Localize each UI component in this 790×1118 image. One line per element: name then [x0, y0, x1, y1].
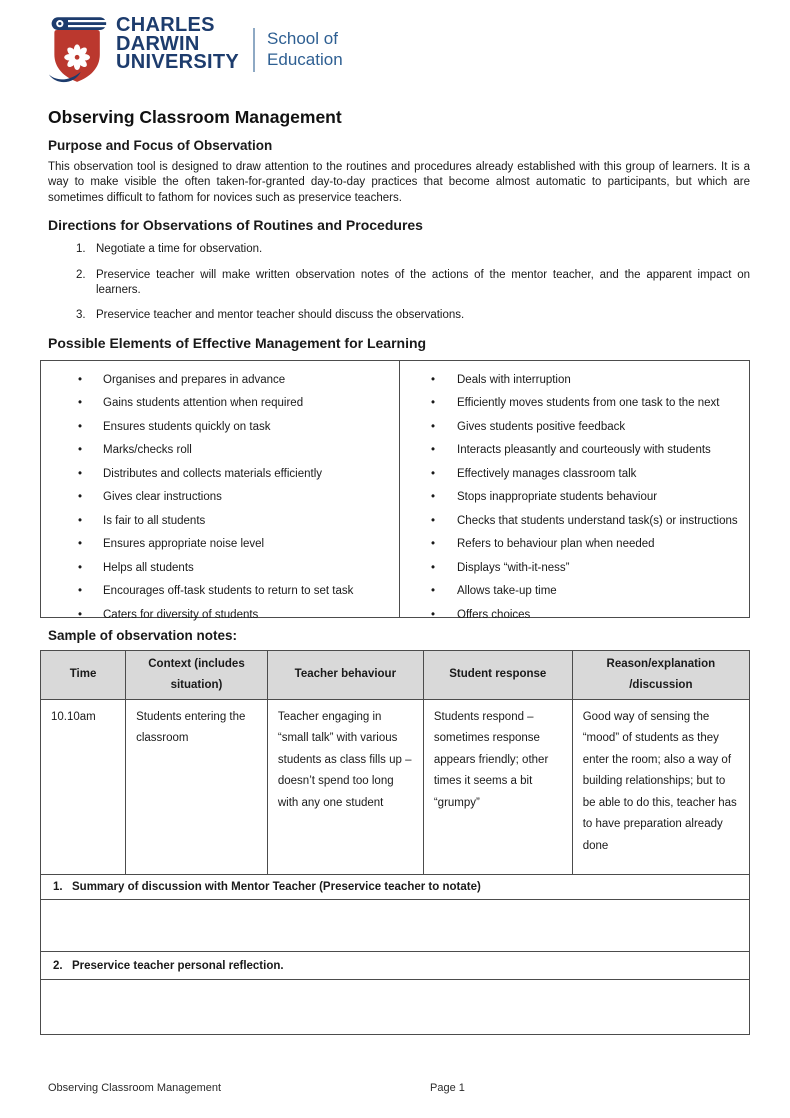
element-item: • Ensures appropriate noise level — [41, 537, 399, 551]
direction-text: Preservice teacher will make written observation notes of the actions of the mentor teacher, and the apparent impact on learners. — [96, 268, 750, 297]
element-item: • Interacts pleasantly and courteously with students — [400, 443, 749, 457]
footer-title: Observing Classroom Management — [48, 1082, 222, 1094]
element-item: • Marks/checks roll — [41, 443, 399, 457]
element-item: • Organises and prepares in advance — [41, 373, 399, 387]
element-item: • Efficiently moves students from one task to the next — [400, 396, 749, 410]
cell-time: 10.10am — [41, 699, 126, 874]
university-name-line: UNIVERSITY — [116, 51, 240, 73]
column-header-context — [126, 650, 268, 699]
cdu-shield-icon — [48, 14, 108, 86]
direction-text: Negotiate a time for observation. — [96, 243, 263, 256]
cdu-logo — [48, 14, 750, 86]
summary-input-area[interactable] — [40, 899, 750, 952]
direction-number: 3. — [76, 309, 86, 322]
elements-list-left — [41, 373, 399, 622]
element-item: • Refers to behaviour plan when needed — [400, 537, 749, 551]
element-item: • Caters for diversity of students — [41, 608, 399, 622]
element-item: • Encourages off-task students to return to set task — [41, 584, 399, 598]
university-name-line: CHARLES — [116, 14, 215, 36]
element-item: • Displays “with-it-ness” — [400, 561, 749, 575]
cell-teacher-behaviour: Teacher engaging in “small talk” with various students as class fills up – doesn’t spend too long with any one student — [267, 699, 423, 874]
section-number: 1. — [53, 880, 63, 893]
element-item: • Allows take-up time — [400, 584, 749, 598]
column-header-line: /discussion — [629, 678, 693, 691]
element-item: • Checks that students understand task(s) or instructions — [400, 514, 749, 528]
direction-item — [76, 268, 750, 299]
element-item: • Ensures students quickly on task — [41, 420, 399, 434]
logo-divider — [253, 28, 255, 72]
column-header-line: Reason/explanation — [606, 657, 716, 670]
elements-column-right — [399, 361, 749, 621]
section-label: Preservice teacher personal reflection. — [72, 959, 284, 972]
university-name-line: DARWIN — [116, 32, 200, 55]
reflection-input-area[interactable] — [40, 979, 750, 1035]
summary-section-heading — [40, 874, 750, 900]
element-item: • Gives students positive feedback — [400, 420, 749, 434]
purpose-body: This observation tool is designed to draw attention to the routines and procedures already established with this group of learners. It is a way to make visible the often taken-for-granted day-to-day practices that become almost automatic to participants, but which are sometimes difficult to fathom for novices such as preservice teachers. — [48, 161, 750, 204]
section-label: Summary of discussion with Mentor Teacher (Preservice teacher to notate) — [72, 880, 481, 893]
school-name — [267, 14, 343, 70]
column-header-reason — [572, 650, 749, 699]
section-number: 2. — [53, 959, 63, 972]
element-item: • Offers choices — [400, 608, 749, 622]
directions-list — [48, 242, 750, 324]
sample-heading: Sample of observation notes: — [48, 627, 238, 643]
column-header-line: Context (includes — [148, 657, 245, 670]
elements-column-left — [41, 361, 399, 621]
element-item: • Is fair to all students — [41, 514, 399, 528]
page-title: Observing Classroom Management — [48, 107, 342, 127]
direction-item — [76, 242, 750, 257]
cell-student-response: Students respond – sometimes response appears friendly; other times it seems a bit “grumpy” — [423, 699, 572, 874]
directions-heading: Directions for Observations of Routines and Procedures — [48, 217, 423, 234]
element-item: • Stops inappropriate students behaviour — [400, 490, 749, 504]
direction-number: 1. — [76, 243, 86, 256]
element-item: • Distributes and collects materials efficiently — [41, 467, 399, 481]
column-header-line: situation) — [170, 678, 223, 691]
purpose-heading: Purpose and Focus of Observation — [48, 138, 273, 153]
observation-table — [40, 650, 750, 875]
direction-text: Preservice teacher and mentor teacher should discuss the observations. — [96, 309, 465, 322]
school-name-line: School of — [267, 29, 338, 48]
table-header-row — [41, 650, 750, 699]
column-header-teacher-behaviour: Teacher behaviour — [267, 650, 423, 699]
footer-page-number: Page 1 — [430, 1082, 465, 1094]
element-item: • Gains students attention when required — [41, 396, 399, 410]
table-row — [41, 699, 750, 874]
elements-heading: Possible Elements of Effective Management for Learning — [48, 334, 427, 351]
element-item: • Deals with interruption — [400, 373, 749, 387]
element-item: • Helps all students — [41, 561, 399, 575]
elements-list-right — [400, 373, 749, 622]
direction-number: 2. — [76, 268, 86, 281]
university-name — [116, 14, 239, 72]
element-item: • Gives clear instructions — [41, 490, 399, 504]
school-name-line: Education — [267, 49, 343, 69]
elements-box — [40, 360, 750, 621]
cell-context: Students entering the classroom — [126, 699, 268, 874]
column-header-student-response: Student response — [423, 650, 572, 699]
direction-item — [76, 308, 750, 323]
element-item: • Effectively manages classroom talk — [400, 467, 749, 481]
cell-reason: Good way of sensing the “mood” of students as they enter the room; also a way of building relationships; but to be able to do this, teacher has to have preparation already done — [572, 699, 749, 874]
column-header-time: Time — [41, 650, 126, 699]
reflection-section-heading — [40, 951, 750, 980]
